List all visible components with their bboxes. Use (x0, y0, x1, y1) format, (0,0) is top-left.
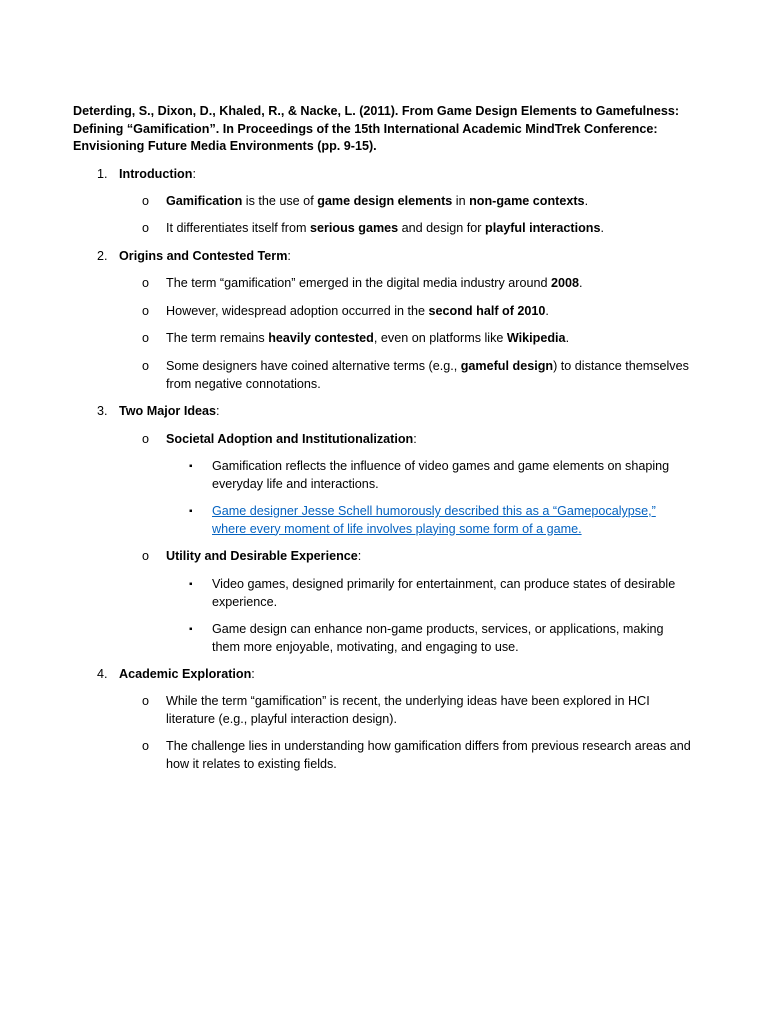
citation-line: Envisioning Future Media Environments (pp. 9-15). (73, 139, 377, 153)
circle-bullet-icon: o (142, 331, 150, 345)
section-number: 2. (97, 249, 108, 263)
citation-line: Deterding, S., Dixon, D., Khaled, R., & Nacke, L. (2011). From Game Design Elements to Gamefulness: (73, 104, 680, 118)
section-number: 4. (97, 667, 108, 681)
list-item: o Gamification is the use of game design elements in non-game contexts. (142, 193, 702, 211)
list-item: o It differentiates itself from serious games and design for playful interactions. (142, 220, 702, 238)
section-title: Origins and Contested Term (119, 249, 288, 263)
list-item: o Some designers have coined alternative terms (e.g., gameful design) to distance themselves from negative connotations. (142, 359, 689, 391)
citation-line: Defining “Gamification”. In Proceedings of the 15th International Academic MindTrek Conference: (73, 121, 658, 136)
circle-bullet-icon: o (142, 694, 150, 708)
list-item: o However, widespread adoption occurred in the second half of 2010. (142, 303, 702, 321)
section-academic-exploration: 4. Academic Exploration: (97, 666, 255, 684)
circle-bullet-icon: o (142, 276, 150, 290)
section-number: 1. (97, 167, 108, 181)
square-bullet-icon: ▪ (189, 506, 193, 517)
citation-heading (73, 103, 703, 156)
circle-bullet-icon: o (142, 549, 150, 563)
square-bullet-icon: ▪ (189, 579, 193, 590)
square-bullet-icon: ▪ (189, 461, 193, 472)
circle-bullet-icon: o (142, 194, 150, 208)
list-item: ▪ Gamification reflects the influence of video games and game elements on shaping everyday life and interactions. (189, 459, 670, 491)
list-item: ▪ Video games, designed primarily for entertainment, can produce states of desirable experience. (189, 577, 676, 609)
list-item: ▪ Game design can enhance non-game products, services, or applications, making them more enjoyable, motivating, and engaging to use. (189, 622, 664, 654)
list-item: o While the term “gamification” is recent, the underlying ideas have been explored in HCI literature (e.g., playful interaction design). (142, 694, 650, 726)
list-item: o Societal Adoption and Institutionalization: (142, 431, 702, 449)
gamepocalypse-link[interactable]: Game designer Jesse Schell humorously described this as a “Gamepocalypse,” where every moment of life involves playing some form of a game. (212, 504, 656, 536)
section-title: Introduction (119, 167, 193, 181)
section-two-major-ideas: 3. Two Major Ideas: (97, 403, 220, 421)
list-item: o Utility and Desirable Experience: (142, 548, 702, 566)
section-title: Two Major Ideas (119, 404, 217, 418)
circle-bullet-icon: o (142, 359, 150, 373)
section-number: 3. (97, 404, 108, 418)
circle-bullet-icon: o (142, 739, 150, 753)
list-item: o The term “gamification” emerged in the digital media industry around 2008. (142, 275, 702, 293)
section-origins: 2. Origins and Contested Term: (97, 248, 291, 266)
section-title: Academic Exploration (119, 667, 252, 681)
list-item (189, 503, 689, 538)
circle-bullet-icon: o (142, 304, 150, 318)
list-item: o The term remains heavily contested, even on platforms like Wikipedia. (142, 330, 702, 348)
circle-bullet-icon: o (142, 432, 150, 446)
list-item: o The challenge lies in understanding how gamification differs from previous research areas and how it relates to existing fields. (142, 739, 691, 771)
circle-bullet-icon: o (142, 221, 150, 235)
square-bullet-icon: ▪ (189, 624, 193, 635)
subsection-title: Utility and Desirable Experience (166, 549, 358, 563)
section-introduction: 1. Introduction: (97, 166, 196, 184)
subsection-title: Societal Adoption and Institutionalization (166, 432, 414, 446)
